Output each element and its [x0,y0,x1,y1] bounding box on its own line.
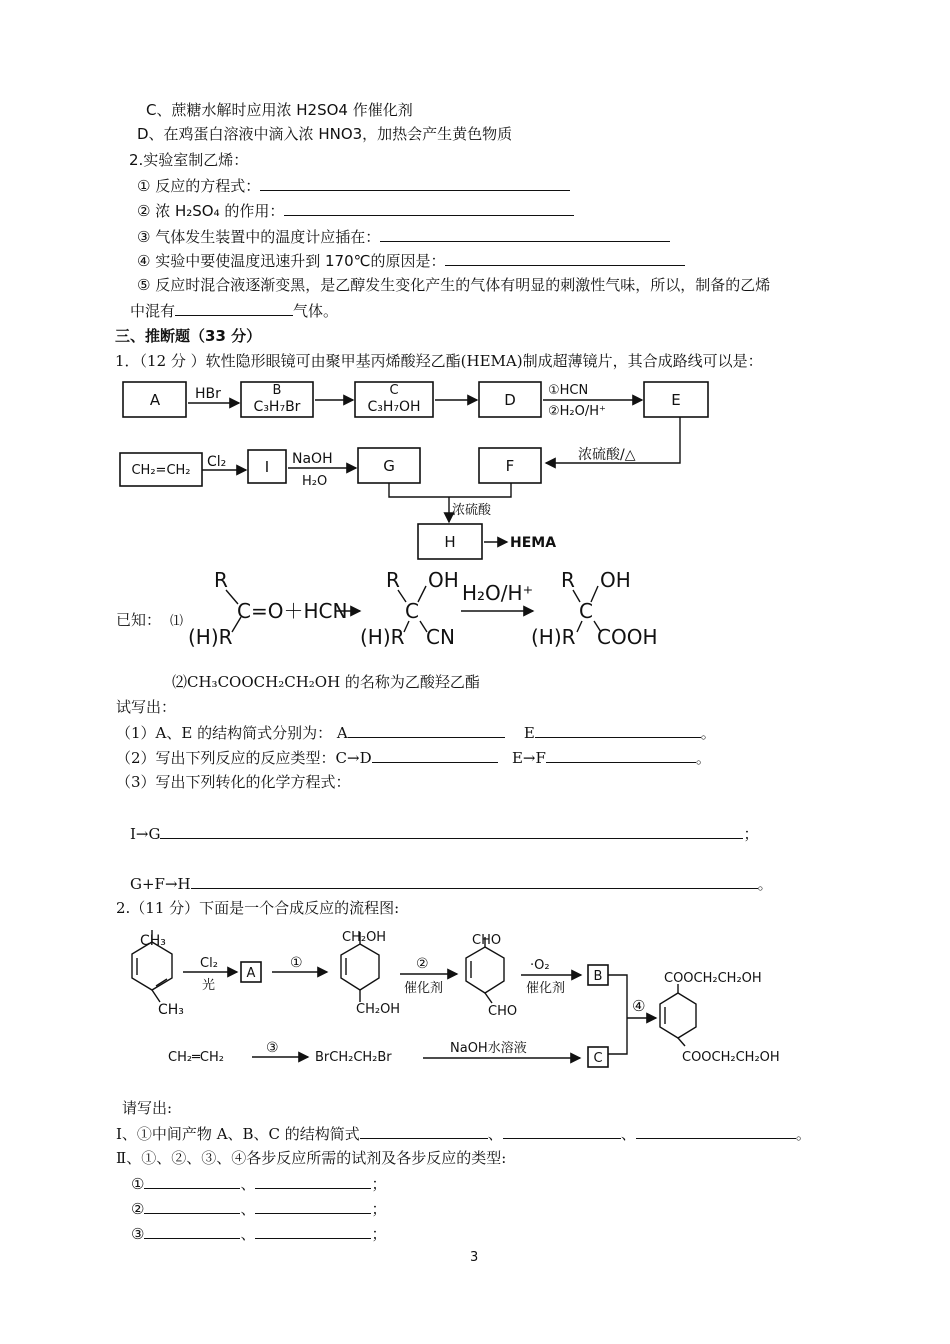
label-g: G [383,457,395,475]
part-1: Ⅰ、①中间产物 A、B、C 的结构简式 、 、 。 [116,1125,811,1143]
label-b: B [272,383,282,398]
reagent-hcn: ①HCN [548,383,589,398]
answer-blank[interactable] [144,1173,240,1189]
q1-part-1: （1）A、E 的结构简式分别为： A E 。 [116,724,716,742]
answer-blank[interactable] [372,747,498,763]
formula-c: C₃H₇OH [367,399,421,415]
label-f: F [505,457,515,475]
condition-light: 光 [202,978,216,993]
methyl-top: CH₃ [140,933,166,949]
option-c: C、蔗糖水解时应用浓 H2SO4 作催化剂 [146,101,413,119]
q2-intro: 2.（11 分）下面是一个合成反应的流程图: [116,899,400,917]
ester-bottom: COOCH₂CH₂OH [682,1050,780,1065]
q2-item-5-cont: 中混有 气体。 [130,302,339,320]
label-d: D [504,391,516,409]
q2-title: 2.实验室制乙烯： [129,151,249,169]
merge-line [608,975,627,1054]
benzene-ring-dialdehyde [466,947,504,993]
hr-2: (H)R [360,625,405,649]
hr-3: (H)R [531,625,576,649]
answer-blank[interactable] [255,1198,371,1214]
answer-blank[interactable] [360,1123,488,1139]
step-2: ② [416,956,429,972]
page-number: 3 [470,1250,479,1265]
reagent-naoh-aq: NaOH水溶液 [450,1041,527,1056]
reagent-o2: ·O₂ [530,958,550,973]
answer-blank[interactable] [191,873,758,889]
label-ethene: CH₂=CH₂ [131,463,191,478]
answer-row-2: ② 、 ； [131,1200,387,1218]
step-1: ① [290,955,303,971]
label-b2: B [593,969,603,984]
catalyst-2: 催化剂 [526,981,566,996]
c-2: C [405,599,419,623]
r-1: R [214,568,228,592]
known-reaction-scheme [170,568,658,649]
q1-part-2: （2）写出下列反应的反应类型：C→D E→F 。 [116,749,711,767]
q2-item-4: ④ 实验中要使温度迅速升到 170℃的原因是： [137,250,685,271]
write-prompt: 试写出： [116,698,177,716]
answer-blank[interactable] [255,1173,371,1189]
step-3: ③ [266,1040,279,1056]
q2-item-2: ② 浓 H₂SO₄ 的作用： [137,200,574,221]
hydroxymethyl-top: CH₂OH [342,930,387,945]
please-write: 请写出: [122,1099,173,1117]
benzene-ring-xylene [132,942,172,990]
answer-blank[interactable] [503,1123,621,1139]
ester-top: COOCH₂CH₂OH [664,971,762,986]
reagent-h2so4-heat: 浓硫酸/△ [578,447,636,463]
answer-blank[interactable] [636,1123,796,1139]
part-2: Ⅱ、①、②、③、④各步反应所需的试剂及各步反应的类型: [116,1149,507,1167]
oh-3: OH [600,568,631,592]
known-label: 已知： [116,611,162,629]
cn-2: CN [426,625,455,649]
label-hema: HEMA [510,535,557,551]
ethene: CH₂═CH₂ [168,1050,224,1065]
q1-part-3: （3）写出下列转化的化学方程式： [116,773,351,791]
q2-item-3: ③ 气体发生装置中的温度计应插在： [137,226,670,247]
c-3: C [579,599,593,623]
hr-1: (H)R [188,625,233,649]
merge-line [389,483,511,497]
cooh-3: COOH [597,625,658,649]
known-1-label: ⑴ [170,614,184,629]
equation-gf-h: G+F→H 。 [130,875,773,893]
answer-blank[interactable] [144,1198,240,1214]
step-4: ④ [632,997,646,1015]
answer-blank[interactable] [255,1223,371,1239]
label-a: A [149,391,161,409]
reagent-cl2: Cl₂ [207,454,227,470]
label-e: E [671,391,681,409]
reagent-h2o-h: H₂O/H⁺ [462,581,534,605]
formyl-top: CHO [472,933,502,948]
reagent-acid: ②H₂O/H⁺ [548,404,606,419]
reagent-hbr: HBr [195,386,221,402]
label-c2: C [593,1051,603,1066]
answer-row-3: ③ 、 ； [131,1225,387,1243]
r-3: R [561,568,575,592]
answer-blank[interactable] [348,722,505,738]
label-a2: A [246,966,256,981]
catalyst-1: 催化剂 [404,981,444,996]
hydroxymethyl-bottom: CH₂OH [356,1002,401,1017]
reagent-h2o: H₂O [302,474,328,489]
synthesis-flowchart-2 [132,930,780,1067]
equation-i-g: I→G ； [130,825,759,843]
formula-b: C₃H₇Br [253,399,301,415]
formyl-bottom: CHO [488,1004,518,1019]
q2-item-5: ⑤ 反应时混合液逐渐变黑，是乙醇发生变化产生的气体有明显的刺激性气味，所以，制备的乙烯 [137,276,771,294]
section-title: 三、推断题（33 分） [115,327,262,345]
reagent-h2so4: 浓硫酸 [452,503,492,518]
label-c: C [389,383,399,398]
answer-row-1: ① 、 ； [131,1175,387,1193]
q1-intro: 1．（12 分 ）软性隐形眼镜可由聚甲基丙烯酸羟乙酯(HEMA)制成超薄镜片，其合成路线可以是： [115,352,763,370]
dibromoethane: BrCH₂CH₂Br [315,1050,392,1065]
oh-2: OH [428,568,459,592]
answer-blank[interactable] [160,823,743,839]
reagent-naoh: NaOH [292,451,333,467]
known-2: ⑵CH₃COOCH₂CH₂OH 的名称为乙酸羟乙酯 [172,673,480,691]
benzene-ring-diol [341,944,379,990]
reagent-cl2: Cl₂ [200,956,218,971]
r-2: R [386,568,400,592]
answer-blank[interactable] [546,747,696,763]
label-i: I [264,458,270,476]
answer-blank[interactable] [144,1223,240,1239]
option-d: D、在鸡蛋白溶液中滴入浓 HNO3，加热会产生黄色物质 [137,125,513,143]
carbonyl: C=O＋HCN [237,599,348,623]
label-h: H [444,533,456,551]
methyl-bottom: CH₃ [158,1002,184,1018]
q2-item-1: ① 反应的方程式： [137,175,570,196]
answer-blank[interactable] [535,722,701,738]
